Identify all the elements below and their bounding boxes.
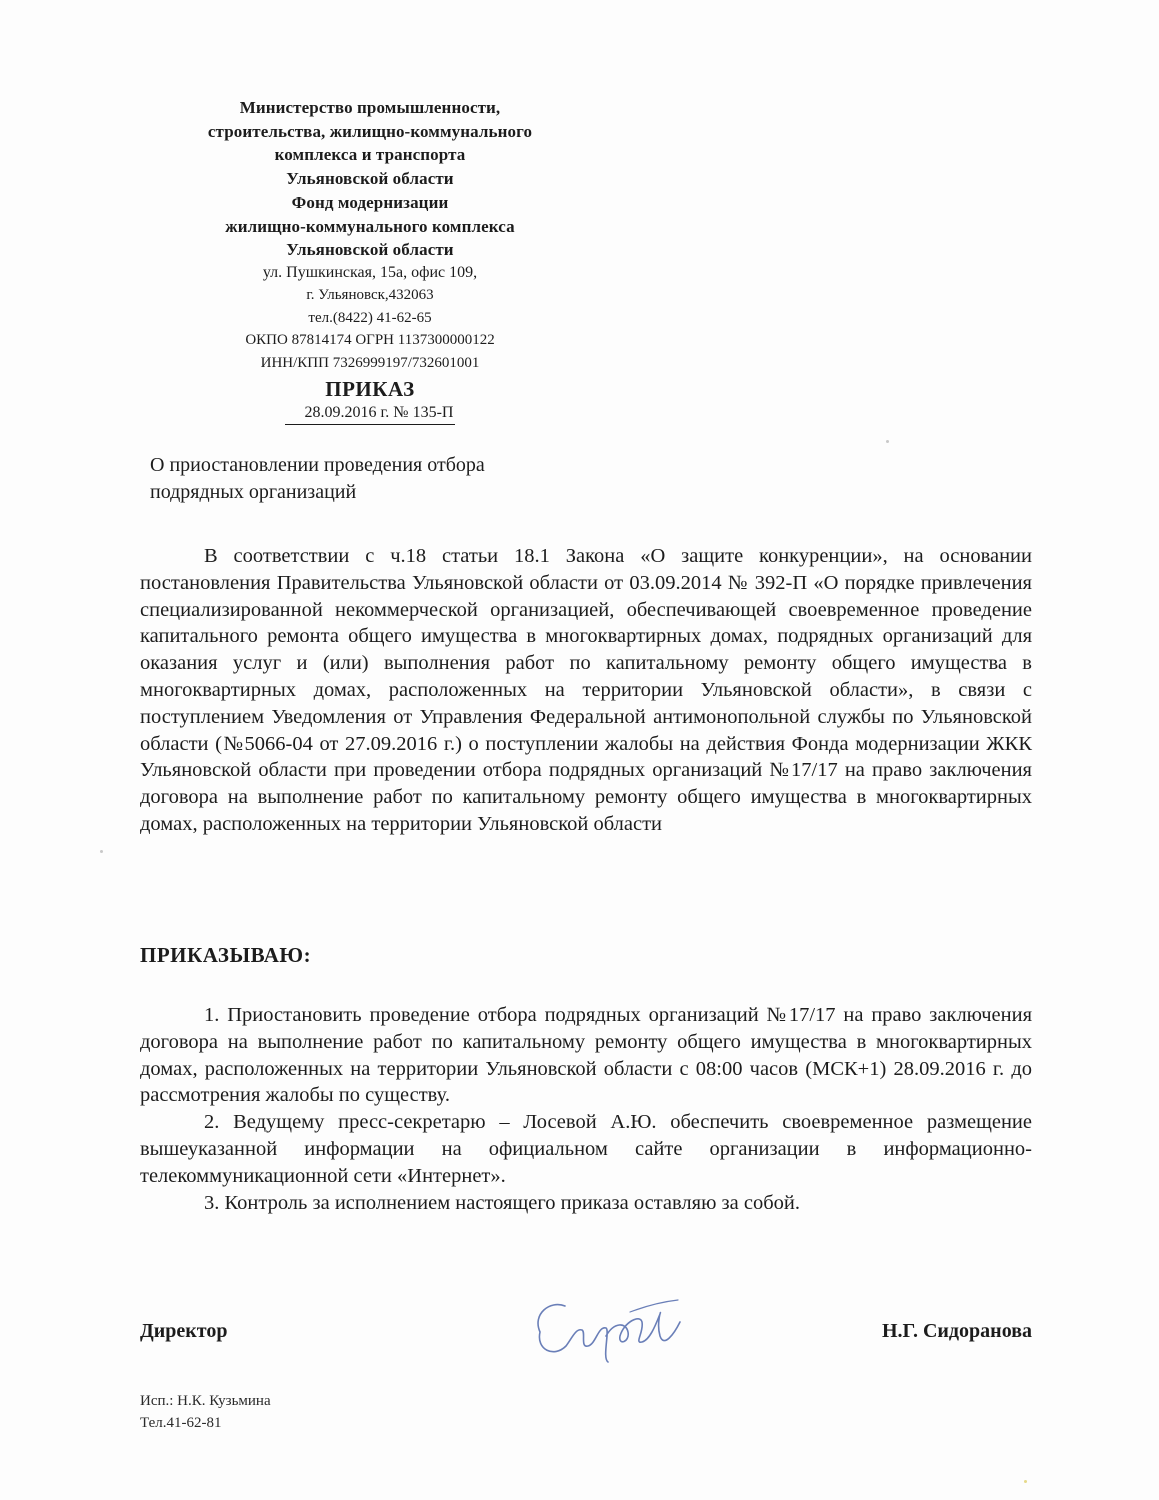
org-address: ул. Пушкинская, 15а, офис 109, — [262, 263, 478, 281]
org-line-ministry: Министерство промышленности, — [239, 98, 501, 117]
signature-row — [140, 1310, 1032, 1370]
scan-speck — [100, 850, 103, 853]
org-line-region-2: Ульяновской области — [286, 240, 454, 260]
director-name: Н.Г. Сидоранова — [881, 1320, 1032, 1342]
org-okpo-ogrn: ОКПО 87814174 ОГРН 1137300000122 — [245, 332, 495, 349]
org-inn-kpp: ИНН/КПП 7326999197/732601001 — [260, 354, 480, 371]
org-header — [140, 96, 600, 425]
org-line-fund: Фонд модернизации — [291, 192, 449, 212]
doc-subject — [150, 452, 485, 506]
subject-line-2: подрядных организаций — [150, 481, 357, 503]
doc-type: ПРИКАЗ — [325, 377, 415, 402]
order-item-1: 1. Приостановить проведение отбора подрядных организаций №17/17 на право заключения договора на выполнение работ по капитальному ремонту общего имущества в многоквартирных домах, расположенных на территории Ульяновской области с 08:00 часов (МСК+1) 28.09.2016 г. до рассмотрения жалобы по существу. — [140, 1004, 1032, 1107]
subject-line-1: О приостановлении проведения отбора — [150, 454, 485, 476]
org-city: г. Ульяновск,432063 — [306, 287, 434, 304]
executor-name: Исп.: Н.К. Кузьмина — [140, 1393, 271, 1409]
org-line-region: Ульяновской области — [286, 169, 454, 189]
org-phone: тел.(8422) 41-62-65 — [308, 309, 432, 326]
executor-block — [140, 1390, 271, 1434]
org-line-housing: жилищно-коммунального комплекса — [225, 216, 515, 236]
org-line-construction: строительства, жилищно-коммунального — [207, 121, 533, 141]
order-keyword: ПРИКАЗЫВАЮ: — [140, 943, 312, 967]
preamble-paragraph: В соответствии с ч.18 статьи 18.1 Закона «О защите конкуренции», на основании постановления Правительства Ульяновской области от 03.09.2014 № 392-П «О порядке привлечения специализированной некоммерческой организацией, обеспечивающей своевременное проведение капитального ремонта общего имущества в многоквартирных домах, подрядных организаций для оказания услуг и (или) выполнения работ по капитальному ремонту общего имущества в многоквартирных домах, расположенных на территории Ульяновской области», в связи с поступлением Уведомления от Управления Федеральной антимонопольной службы по Ульяновской области (№5066-04 от 27.09.2016 г.) о поступлении жалобы на действия Фонда модернизации ЖКК Ульяновской области при проведении отбора подрядных организаций №17/17 на право заключения договора на выполнение работ по капитальному ремонту общего имущества в многоквартирных домах, расположенных на территории Ульяновской области — [140, 545, 1032, 835]
order-item-2: 2. Ведущему пресс-секретарю – Лосевой А.Ю. обеспечить своевременное размещение вышеуказанной информации на официальном сайте организации в информационно-телекоммуникационной сети «Интернет». — [140, 1111, 1032, 1187]
director-position: Директор — [140, 1320, 228, 1342]
doc-number: 28.09.2016 г. № 135-П — [285, 402, 456, 425]
order-items — [140, 1002, 1032, 1216]
org-line-complex: комплекса и транспорта — [274, 145, 466, 165]
executor-phone: Тел.41-62-81 — [140, 1415, 222, 1431]
scan-speck — [886, 440, 889, 443]
order-item-3: 3. Контроль за исполнением настоящего приказа оставляю за собой. — [204, 1191, 800, 1214]
handwritten-signature — [510, 1292, 700, 1368]
scan-speck — [1024, 1480, 1027, 1483]
